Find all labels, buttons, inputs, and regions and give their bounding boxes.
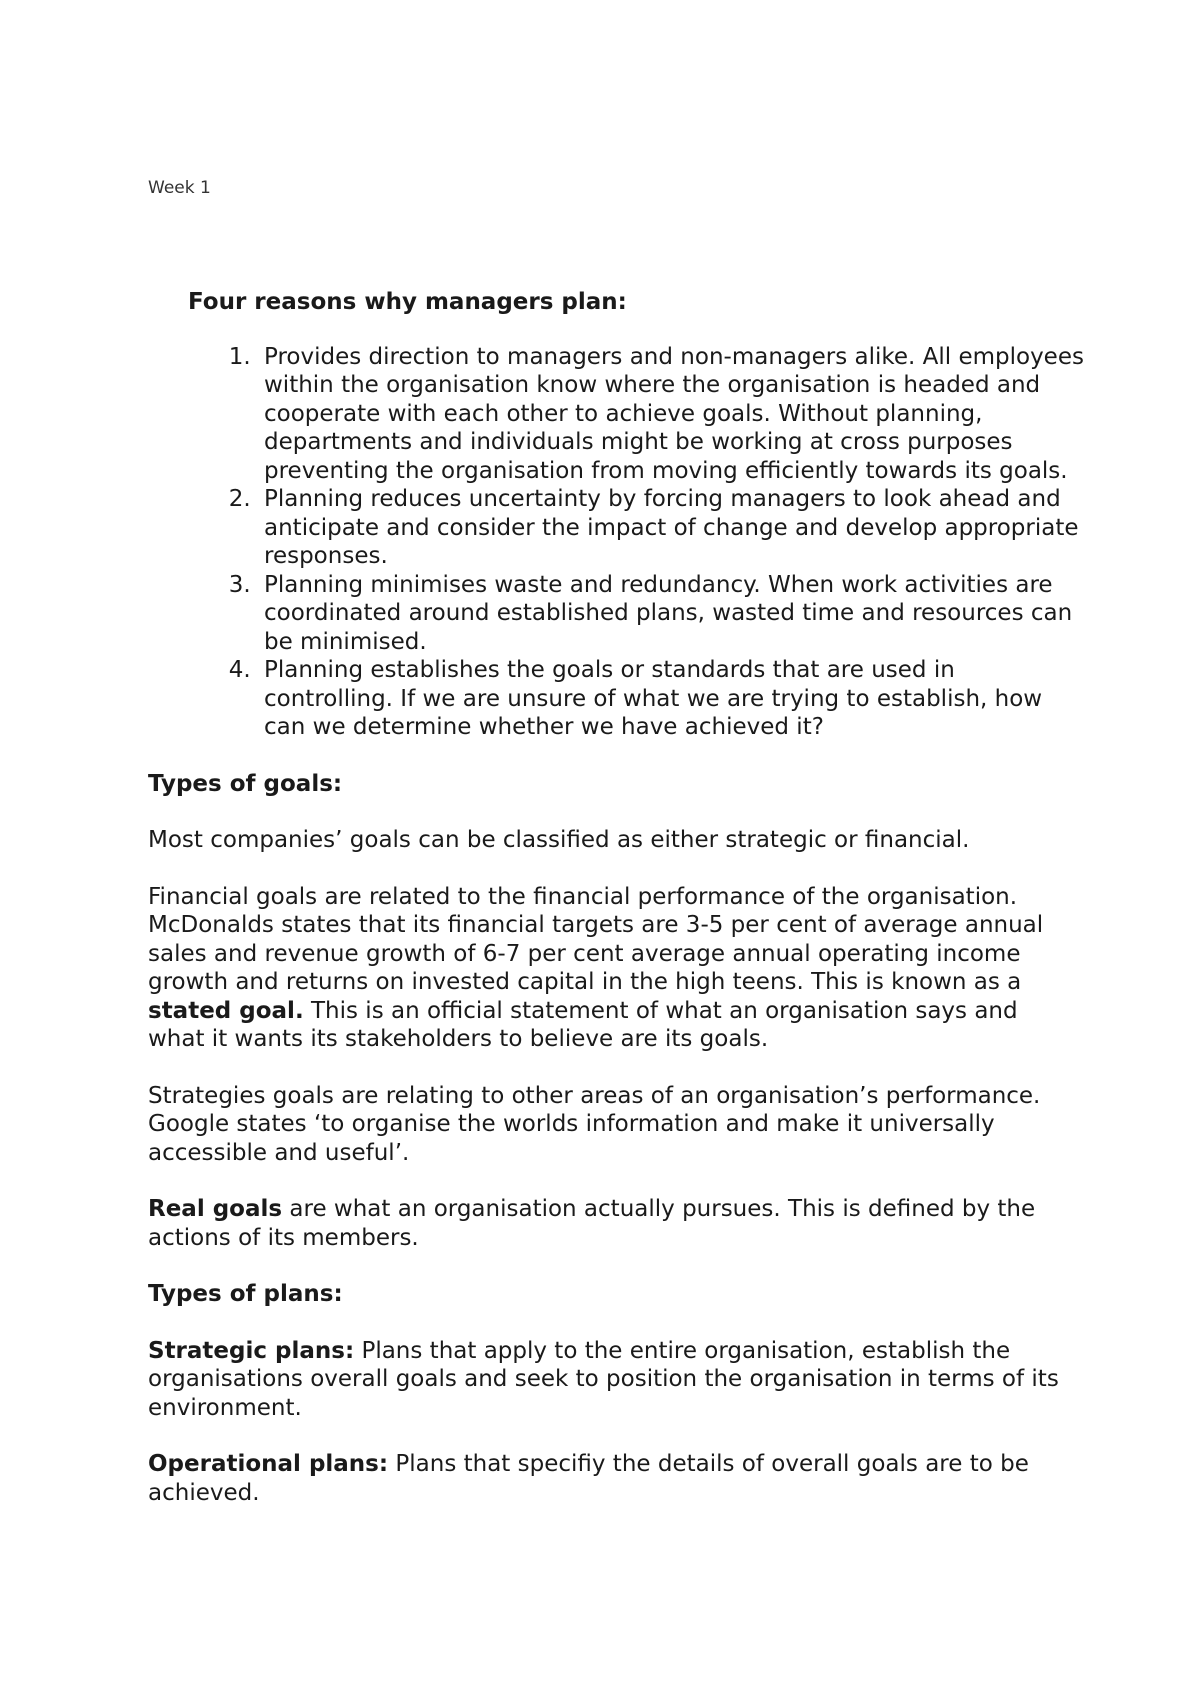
list-item: 1. Provides direction to managers and non-managers alike. All employees within the organisation know where the organisation is headed and cooperate with each other to achieve goals. Without planning, departments and individuals might be working at cross purposes preventing the organisation from moving efficiently towards its goals. <box>258 343 1088 486</box>
financial-text-post: This is an official statement of what an organisation says and what it wants its stakeholders to believe are its goals. <box>148 997 1018 1052</box>
operational-plans-text: Plans that specifiy the details of overall goals are to be achieved. <box>148 1451 1029 1506</box>
heading-types-of-goals: Types of goals: <box>148 770 343 797</box>
paragraph-strategic-plans <box>148 1337 1078 1423</box>
list-item: 4. Planning establishes the goals or standards that are used in controlling. If we are unsure of what we are trying to establish, how can we determine whether we have achieved it? <box>258 656 1088 742</box>
paragraph-goals-intro: Most companies’ goals can be classified as either strategic or financial. <box>148 827 970 853</box>
stated-goal-term: stated goal. <box>148 997 304 1024</box>
paragraph-financial-goals <box>148 883 1078 1054</box>
operational-plans-term: Operational plans: <box>148 1451 389 1477</box>
strategic-plans-term: Strategic plans: <box>148 1337 355 1364</box>
heading-reasons: Four reasons why managers plan: <box>188 289 627 315</box>
strategic-plans-text: Plans that apply to the entire organisation, establish the organisations overall goals and seek to position the organisation in terms of its environment. <box>148 1337 1059 1421</box>
real-goals-text: are what an organisation actually pursues. This is defined by the actions of its members. <box>148 1196 1036 1251</box>
paragraph-real-goals <box>148 1195 1078 1252</box>
paragraph-operational-plans <box>148 1450 1078 1507</box>
real-goals-term: Real goals <box>148 1196 283 1222</box>
document-body <box>148 288 1084 1507</box>
page-header-week: Week 1 <box>148 178 211 198</box>
paragraph-strategic-goals: Strategies goals are relating to other areas of an organisation’s performance. Google states ‘to organise the worlds information and make it universally accessible and useful’. <box>148 1082 1041 1166</box>
list-item: 3. Planning minimises waste and redundancy. When work activities are coordinated around established plans, wasted time and resources can be minimised. <box>258 571 1088 657</box>
list-item: 2. Planning reduces uncertainty by forcing managers to look ahead and anticipate and consider the impact of change and develop appropriate responses. <box>258 485 1088 571</box>
heading-types-of-plans: Types of plans: <box>148 1281 343 1307</box>
reasons-list <box>148 343 1088 742</box>
financial-text-pre: Financial goals are related to the financial performance of the organisation. McDonalds states that its financial targets are 3-5 per cent of average annual sales and revenue growth of 6-7 per cent average annual operating income growth and returns on invested capital in the high teens. This is known as a <box>148 883 1044 995</box>
